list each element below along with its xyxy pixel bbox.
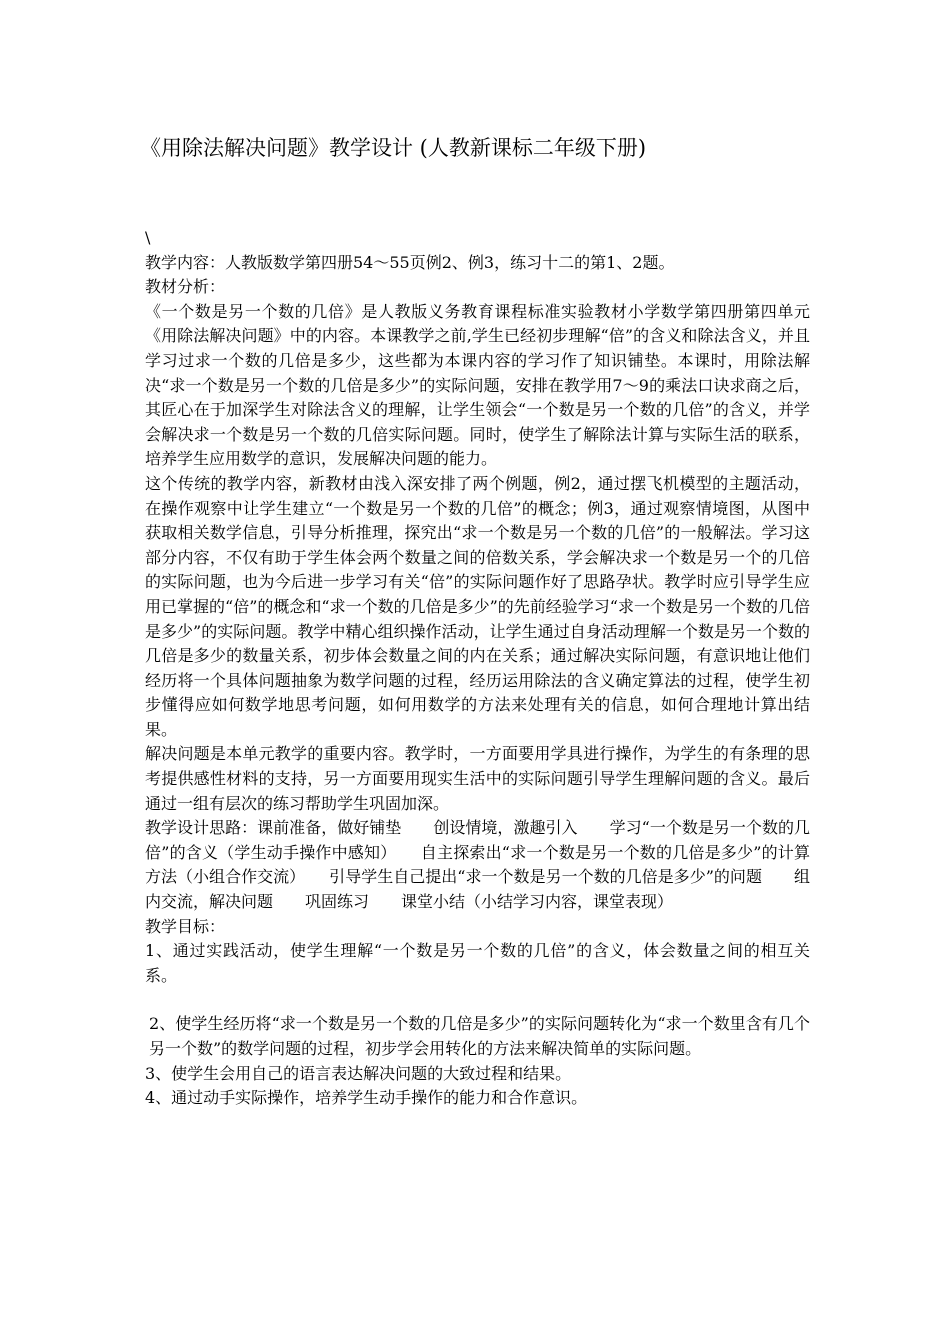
paragraph-design-approach: 教学设计思路：课前准备，做好铺垫 创设情境，激趣引入 学习“一个数是另一个数的几倍”的含义（学生动手操作中感知） 自主探索出“求一个数是另一个数的几倍是多少”的计算方法（小组合作交流） 引导学生自己提出“求一个数是另一个数的几倍是多少”的问题 组内交流，解决问题 巩固练习 课堂小结（小结学习内容，课堂表现） [145, 818, 810, 912]
paragraph-teaching-content: 教学内容：人教版数学第四册54～55页例2、例3，练习十二的第1、2题。 [145, 252, 675, 272]
paragraph-material-analysis-heading: 教材分析： [145, 277, 226, 297]
paragraph-goal-1: 1、通过实践活动，使学生理解“一个数是另一个数的几倍”的含义，体会数量之间的相互关系。 [145, 941, 810, 985]
paragraph-material-analysis-1: 《一个数是另一个数的几倍》是人教版义务教育课程标准实验教材小学数学第四册第四单元《用除法解决问题》中的内容。本课教学之前,学生已经初步理解“倍”的含义和除法含义，并且学习过求一个数的几倍是多少，这些都为本课内容的学习作了知识铺垫。本课时，用除法解决“求一个数是另一个数的几倍是多少”的实际问题，安排在教学用7～9的乘法口诀求商之后，其匠心在于加深学生对除法含义的理解，让学生领会“一个数是另一个数的几倍”的含义，并学会解决求一个数是另一个数的几倍实际问题。同时，使学生了解除法计算与实际生活的联系，培养学生应用数学的意识，发展解决问题的能力。 [145, 301, 810, 469]
paragraph-problem-solving: 解决问题是本单元教学的重要内容。教学时，一方面要用学具进行操作，为学生的有条理的思考提供感性材料的支持，另一方面要用现实生活中的实际问题引导学生理解问题的含义。最后通过一组有层次的练习帮助学生巩固加深。 [145, 744, 810, 813]
document-title: 《用除法解决问题》教学设计 (人教新课标二年级下册) [140, 136, 647, 160]
document-body [145, 226, 810, 1111]
paragraph-goal-2: 2、使学生经历将“求一个数是另一个数的几倍是多少”的实际问题转化为“求一个数里含有几个另一个数”的数学问题的过程，初步学会用转化的方法来解决简单的实际问题。 [149, 1014, 810, 1058]
paragraph-material-analysis-2: 这个传统的教学内容，新教材由浅入深安排了两个例题，例2，通过摆飞机模型的主题活动，在操作观察中让学生建立“一个数是另一个数的几倍”的概念；例3，通过观察情境图，从图中获取相关数学信息，引导分析推理，探究出“求一个数是另一个数的几倍”的一般解法。学习这部分内容，不仅有助于学生体会两个数量之间的倍数关系，学会解决求一个数是另一个的几倍的实际问题，也为今后进一步学习有关“倍”的实际问题作好了思路孕状。教学时应引导学生应用已掌握的“倍”的概念和“求一个数的几倍是多少”的先前经验学习“求一个数是另一个数的几倍是多少”的实际问题。教学中精心组织操作活动，让学生通过自身活动理解一个数是另一个数的几倍是多少的数量关系，初步体会数量之间的内在关系；通过解决实际问题，有意识地让他们经历将一个具体问题抽象为数学问题的过程，经历运用除法的含义确定算法的过程，使学生初步懂得应如何数学地思考问题，如何用数学的方法来处理有关的信息，如何合理地计算出结果。 [145, 473, 810, 739]
paragraph-goal-4: 4、通过动手实际操作，培养学生动手操作的能力和合作意识。 [145, 1088, 588, 1108]
paragraph-goal-3: 3、使学生会用自己的语言表达解决问题的大致过程和结果。 [145, 1063, 572, 1083]
paragraph-goals-heading: 教学目标： [145, 916, 226, 936]
paragraph-backslash: \ [145, 228, 151, 247]
paragraph-spacer [145, 988, 810, 1012]
